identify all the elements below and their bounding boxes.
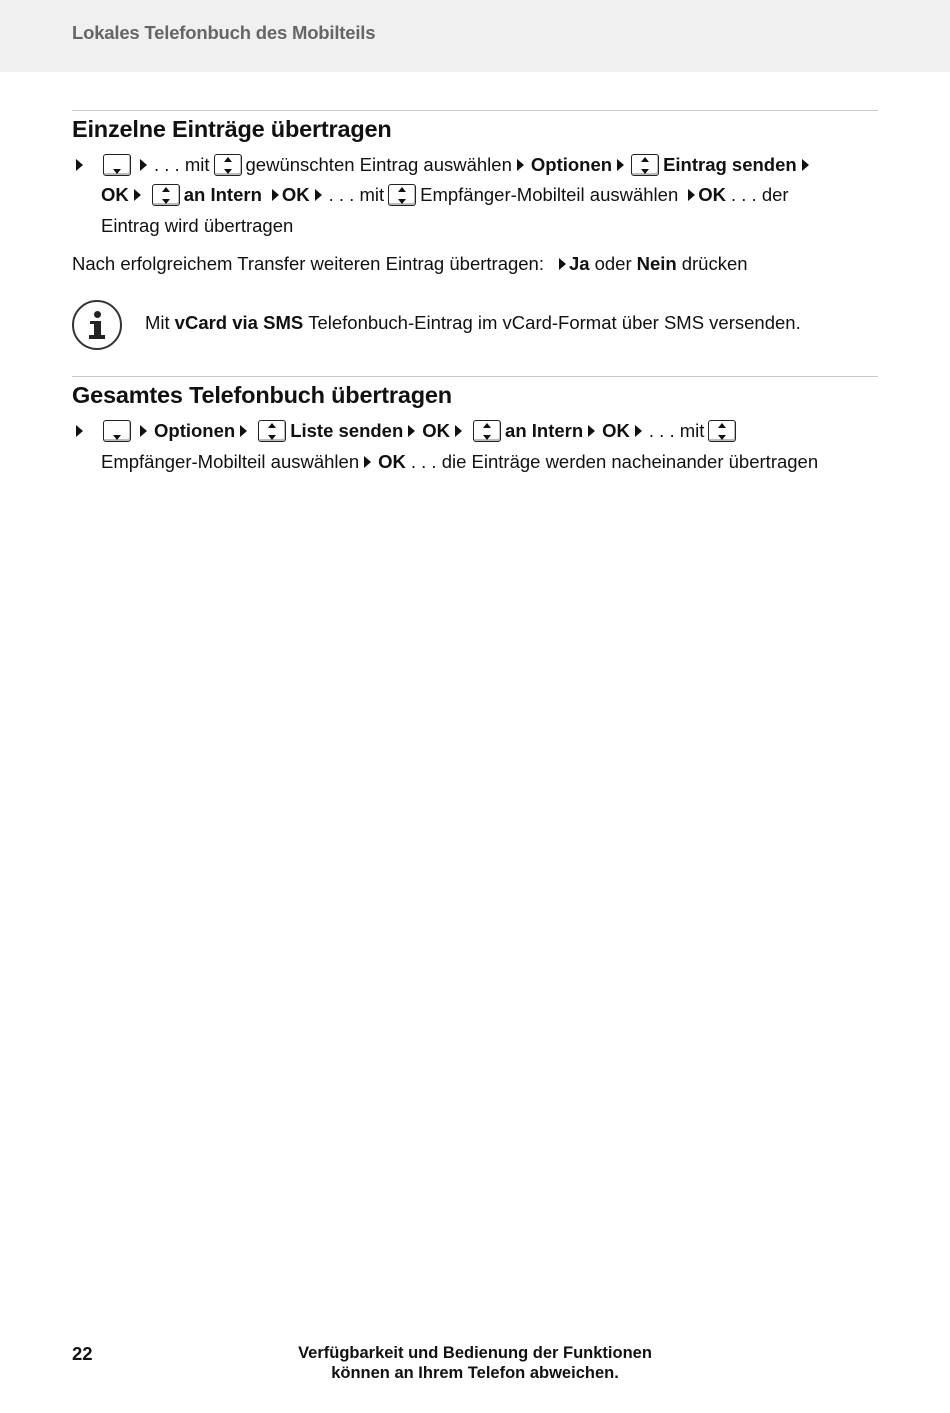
arrow-icon (517, 159, 524, 171)
followup-line (72, 253, 748, 275)
followup-text: Nach erfolgreichem Transfer weiteren Eintrag übertragen: (72, 253, 544, 274)
softkey-ok: OK (378, 451, 406, 472)
step-line-3 (101, 215, 293, 237)
arrow-icon (134, 189, 141, 201)
softkey-ok: OK (698, 184, 726, 205)
note-bold-term: vCard via SMS (174, 312, 304, 333)
arrow-icon (635, 425, 642, 437)
step-text: . . . mit (328, 184, 385, 205)
control-key-updown-icon (152, 184, 180, 206)
step-line-2 (101, 451, 818, 473)
softkey-ok: OK (281, 184, 310, 205)
arrow-icon (455, 425, 462, 437)
softkey-ok: OK (101, 184, 129, 205)
softkey-nein: Nein (636, 253, 677, 274)
control-key-down-icon (103, 154, 131, 176)
followup-text: drücken (681, 253, 748, 274)
note-text: Telefonbuch-Eintrag im vCard-Format über SMS versenden. (308, 312, 801, 333)
arrow-icon (240, 425, 247, 437)
step-text: Empfänger-Mobilteil auswählen (101, 451, 360, 472)
softkey-ok: OK (422, 420, 451, 441)
step-text: . . . mit (154, 154, 210, 175)
step-bullet-icon (76, 425, 83, 437)
arrow-icon (140, 425, 147, 437)
arrow-icon (140, 159, 147, 171)
control-key-updown-icon (631, 154, 659, 176)
info-note (145, 312, 801, 334)
page-number: 22 (72, 1343, 93, 1364)
arrow-icon (617, 159, 624, 171)
step-result: Eintrag wird übertragen (101, 215, 294, 236)
control-key-down-icon (103, 420, 131, 442)
footer-note-line: können an Ihrem Telefon abweichen. (331, 1364, 619, 1382)
menu-optionen: Optionen (530, 154, 613, 175)
section-title-gesamtes: Gesamtes Telefonbuch übertragen (72, 382, 452, 408)
control-key-updown-icon (214, 154, 242, 176)
arrow-icon (559, 258, 566, 270)
menu-optionen: Optionen (154, 420, 236, 441)
footer-note (275, 1343, 675, 1383)
control-key-updown-icon (708, 420, 736, 442)
note-text: Mit (145, 312, 170, 333)
followup-text: oder (594, 253, 632, 274)
arrow-icon (364, 456, 371, 468)
menu-an-intern: an Intern (183, 184, 262, 205)
arrow-icon (688, 189, 695, 201)
section-divider (72, 110, 878, 111)
info-icon (72, 300, 122, 350)
step-bullet-icon (76, 159, 83, 171)
arrow-icon (802, 159, 809, 171)
menu-eintrag-senden: Eintrag senden (663, 154, 797, 175)
softkey-ja: Ja (569, 253, 590, 274)
arrow-icon (408, 425, 415, 437)
step-line-1 (72, 154, 816, 176)
section-title-einzelne: Einzelne Einträge übertragen (72, 116, 392, 142)
step-text: . . . der (730, 184, 789, 205)
menu-an-intern: an Intern (505, 420, 584, 441)
softkey-ok: OK (602, 420, 630, 441)
step-text: gewünschten Eintrag auswählen (245, 154, 512, 175)
arrow-icon (315, 189, 322, 201)
header-title: Lokales Telefonbuch des Mobilteils (72, 22, 376, 43)
menu-liste-senden: Liste senden (290, 420, 404, 441)
step-text: . . . mit (648, 420, 705, 441)
step-line-2 (101, 184, 789, 206)
footer-note-line: Verfügbarkeit und Bedienung der Funktionen (298, 1344, 652, 1362)
section-divider (72, 376, 878, 377)
control-key-updown-icon (473, 420, 501, 442)
control-key-updown-icon (258, 420, 286, 442)
control-key-updown-icon (388, 184, 416, 206)
step-result: . . . die Einträge werden nacheinander übertragen (410, 451, 819, 472)
page-header (0, 0, 950, 72)
arrow-icon (588, 425, 595, 437)
step-line-1 (72, 420, 740, 442)
step-text: Empfänger-Mobilteil auswählen (420, 184, 679, 205)
arrow-icon (272, 189, 279, 201)
